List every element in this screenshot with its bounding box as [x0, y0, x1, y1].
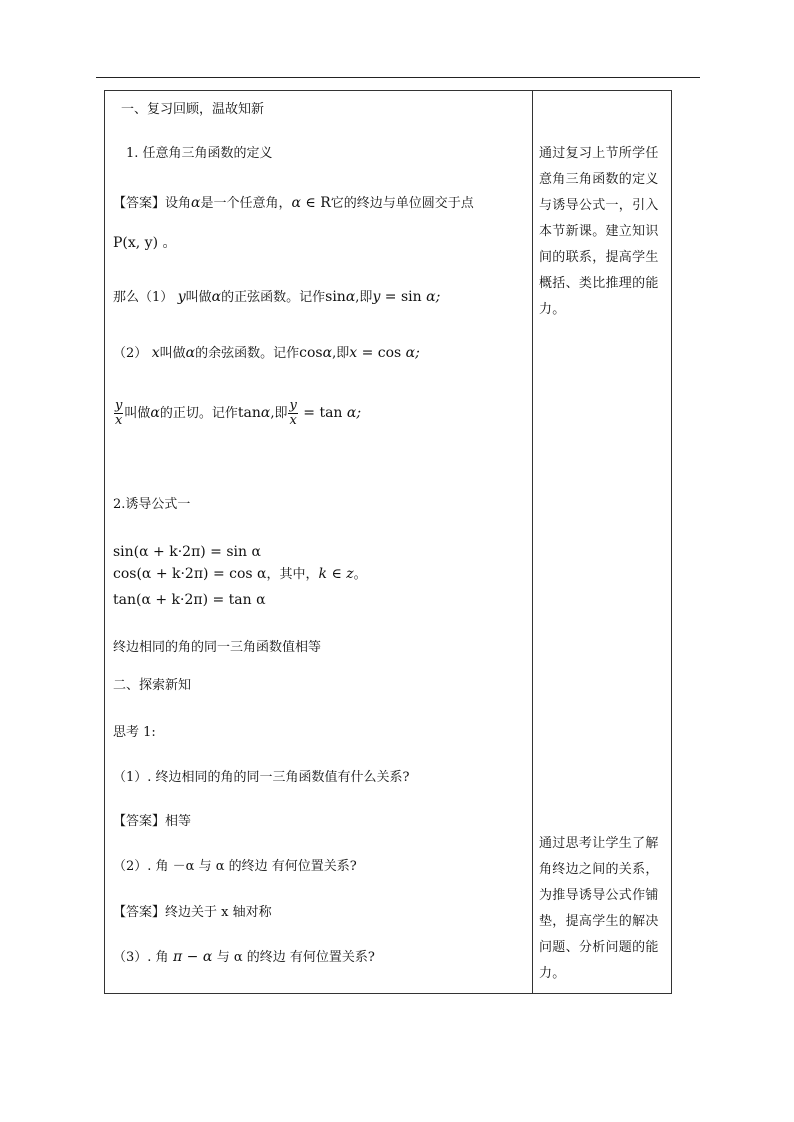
note-review: 通过复习上节所学任意角三角函数的定义与诱导公式一，引入本节新课。建立知识间的联系，提高学生概括、类比推理的能力。 [539, 146, 659, 317]
sine-definition: 那么（1） y叫做α的正弦函数。记作sinα,即y = sin α; [113, 289, 441, 305]
header-rule [96, 77, 700, 78]
summary-text: 终边相同的角的同一三角函数值相等 [113, 640, 322, 655]
item-1-title: 1. 任意角三角函数的定义 [126, 146, 273, 161]
note-explore: 通过思考让学生了解角终边之间的关系，为推导诱导公式作铺垫，提高学生的解决问题、分析问题的能力。 [539, 836, 659, 981]
formula-tan: tan(α + k·2π) = tan α [113, 592, 266, 608]
item-2-title: 2.诱导公式一 [113, 497, 191, 512]
lesson-table [104, 90, 672, 994]
answer-tag: 【答案】 [113, 196, 166, 211]
point-p: P(x, y) 。 [113, 235, 177, 251]
question-3: （3）. 角 π − α 与 α 的终边 有何位置关系? [113, 949, 375, 965]
column-divider [532, 91, 533, 993]
formula-cos-line: cos(α + k·2π) = cos α，其中，k ∈ z。 [113, 566, 367, 582]
section-2-title: 二、探索新知 [113, 678, 192, 693]
think-1-label: 思考 1: [113, 725, 156, 740]
cosine-definition: （2） x叫做α的余弦函数。记作cosα,即x = cos α; [113, 345, 420, 361]
y-over-x-fraction: $\frac{y}{x}$ [115, 398, 123, 428]
section-1-title: 一、复习回顾，温故知新 [121, 102, 265, 117]
tangent-definition: $\frac{y}{x}$ 叫做α的正切。记作tanα,即 $\frac{y}{x}$ = tan α; [115, 398, 362, 428]
formula-cos: cos(α + k·2π) = cos α [113, 566, 267, 582]
answer-2: 【答案】终边关于 x 轴对称 [113, 905, 272, 920]
formula-sin: sin(α + k·2π) = sin α [113, 544, 261, 560]
y-over-x-fraction: $\frac{y}{x}$ [289, 398, 297, 428]
question-1: （1）. 终边相同的角的同一三角函数值有什么关系? [113, 770, 410, 785]
definition-line: 【答案】设角α是一个任意角，α ∈ R它的终边与单位圆交于点 [113, 195, 474, 211]
answer-1: 【答案】相等 [113, 814, 192, 829]
question-2: （2）. 角 －α 与 α 的终边 有何位置关系? [113, 859, 357, 874]
